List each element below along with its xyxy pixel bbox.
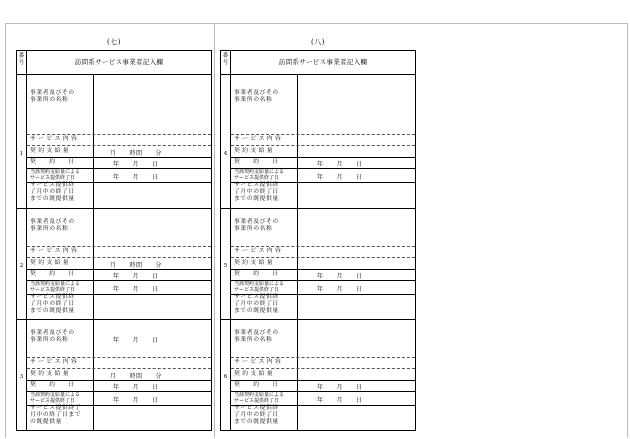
service-content-row [231, 247, 415, 258]
contract-amount-value[interactable]: 月 時間 分 [110, 373, 163, 380]
service-content-label: サービス内容 [234, 359, 284, 365]
service-content-row [27, 135, 211, 146]
provided-amount-row [27, 182, 211, 208]
entry-number: 1 [19, 151, 24, 157]
contract-date-value[interactable]: 年 月 日 [113, 273, 159, 280]
end-date-label: 当該契約支給量による サービス提供終了日 [234, 281, 285, 293]
provided-amount-row [27, 405, 211, 429]
contract-date-label: 契 約 日 [30, 271, 75, 277]
end-date-label: 当該契約支給量による サービス提供終了日 [234, 392, 285, 404]
provider-name-row [27, 75, 211, 135]
provided-amount-row [231, 182, 415, 208]
provider-name-label: 事業者及びその 事業所の名称 [234, 330, 279, 344]
provided-amount-label: サービス提供終 了月中の終了日 までの既提供量 [234, 405, 279, 426]
provider-name-value[interactable]: 年 月 日 [113, 337, 159, 344]
page-left [16, 24, 212, 438]
end-date-row [27, 281, 211, 295]
contract-amount-value[interactable]: 月 時間 分 [110, 150, 163, 157]
provided-amount-label: サービス提供終 了月中の終了日 までの既提供量 [234, 294, 279, 315]
provider-name-row [27, 209, 211, 247]
contract-amount-label: 契約支給量 [30, 371, 71, 377]
provider-name-row [231, 320, 415, 358]
entry-number: 4 [223, 151, 228, 157]
table-header [221, 51, 415, 75]
end-date-label: 当該契約支給量による サービス提供終了日 [30, 169, 81, 181]
document-spread [5, 23, 628, 438]
end-date-label: 当該契約支給量による サービス提供終了日 [234, 169, 285, 181]
end-date-label: 当該契約支給量による サービス提供終了日 [30, 392, 81, 404]
table-header [17, 51, 211, 75]
provider-entry [17, 75, 211, 203]
service-content-label: サービス内容 [30, 248, 80, 254]
contract-amount-row [231, 146, 415, 158]
contract-date-label: 契 約 日 [234, 159, 279, 165]
service-content-row [231, 358, 415, 369]
page-right [220, 24, 416, 438]
contract-date-value[interactable]: 年 月 日 [113, 161, 159, 168]
provider-name-label: 事業者及びその 事業所の名称 [30, 219, 75, 233]
provider-name-label: 事業者及びその 事業所の名称 [234, 90, 279, 104]
end-date-value[interactable]: 年 月 日 [113, 174, 159, 181]
provider-entry [17, 320, 211, 430]
provided-amount-row [231, 294, 415, 318]
contract-date-value[interactable]: 年 月 日 [113, 384, 159, 391]
contract-date-label: 契 約 日 [30, 159, 75, 165]
contract-amount-row [27, 146, 211, 158]
number-column-label: 番号 [18, 53, 25, 66]
provider-entry [17, 209, 211, 319]
contract-amount-label: 契約支給量 [234, 148, 275, 154]
provided-amount-row [231, 405, 415, 429]
number-column-header [17, 51, 27, 74]
contract-amount-row [231, 369, 415, 381]
provided-amount-label: サービス提供終 了月中の終了日 までの既提供量 [234, 182, 279, 203]
end-date-value[interactable]: 年 月 日 [113, 397, 159, 404]
provider-name-row [27, 320, 211, 358]
contract-date-row [27, 381, 211, 392]
provider-form-table [16, 50, 212, 431]
end-date-row [231, 392, 415, 406]
end-date-row [27, 169, 211, 183]
end-date-row [231, 169, 415, 183]
number-column-label: 番号 [222, 53, 229, 66]
contract-amount-label: 契約支給量 [30, 148, 71, 154]
provider-entry [221, 209, 415, 319]
end-date-row [231, 281, 415, 295]
contract-amount-row [231, 258, 415, 270]
contract-date-label: 契 約 日 [234, 271, 279, 277]
contract-date-value[interactable]: 年 月 日 [317, 384, 363, 391]
number-column-header [221, 51, 231, 74]
provider-form-table [220, 50, 416, 431]
end-date-value[interactable]: 年 月 日 [317, 397, 363, 404]
end-date-value[interactable]: 年 月 日 [113, 286, 159, 293]
provider-name-label: 事業者及びその 事業所の名称 [30, 330, 75, 344]
service-content-row [27, 358, 211, 369]
provider-entry [221, 75, 415, 203]
provider-name-row [231, 75, 415, 135]
contract-date-row [27, 270, 211, 281]
contract-date-value[interactable]: 年 月 日 [317, 273, 363, 280]
end-date-row [27, 392, 211, 406]
service-content-row [27, 247, 211, 258]
service-content-row [231, 135, 415, 146]
table-title: 訪問系サービス事業者記入欄 [74, 58, 164, 66]
contract-amount-row [27, 258, 211, 270]
contract-date-row [231, 158, 415, 169]
table-title: 訪問系サービス事業者記入欄 [278, 58, 368, 66]
provider-entry [221, 320, 415, 430]
provider-name-label: 事業者及びその 事業所の名称 [30, 90, 75, 104]
provider-name-row [231, 209, 415, 247]
service-content-label: サービス内容 [234, 248, 284, 254]
end-date-label: 当該契約支給量による サービス提供終了日 [30, 281, 81, 293]
contract-amount-value[interactable]: 月 時間 分 [110, 262, 163, 269]
provided-amount-label: サービス提供終 了月中の終了日 までの既提供量 [30, 294, 75, 315]
contract-date-row [27, 158, 211, 169]
entry-number: 2 [19, 263, 24, 269]
end-date-value[interactable]: 年 月 日 [317, 174, 363, 181]
provided-amount-label: サービス提供終 了月中の終了日 までの既提供量 [30, 182, 75, 203]
contract-amount-label: 契約支給量 [30, 260, 71, 266]
provider-name-label: 事業者及びその 事業所の名称 [234, 219, 279, 233]
service-content-label: サービス内容 [234, 136, 284, 142]
contract-amount-label: 契約支給量 [234, 260, 275, 266]
contract-date-value[interactable]: 年 月 日 [317, 161, 363, 168]
page-number: (八) [311, 38, 325, 46]
contract-date-label: 契 約 日 [30, 382, 75, 388]
provided-amount-label: サービス提供終了 月中の終了日まで の既提供量 [30, 405, 82, 426]
entry-number: 6 [223, 374, 228, 380]
contract-date-label: 契 約 日 [234, 382, 279, 388]
service-content-label: サービス内容 [30, 359, 80, 365]
page-number: (七) [107, 38, 121, 46]
contract-amount-row [27, 369, 211, 381]
contract-amount-label: 契約支給量 [234, 371, 275, 377]
end-date-value[interactable]: 年 月 日 [317, 286, 363, 293]
service-content-label: サービス内容 [30, 136, 80, 142]
provided-amount-row [27, 294, 211, 318]
entry-number: 3 [19, 374, 24, 380]
contract-date-row [231, 381, 415, 392]
contract-date-row [231, 270, 415, 281]
entry-number: 5 [223, 263, 228, 269]
